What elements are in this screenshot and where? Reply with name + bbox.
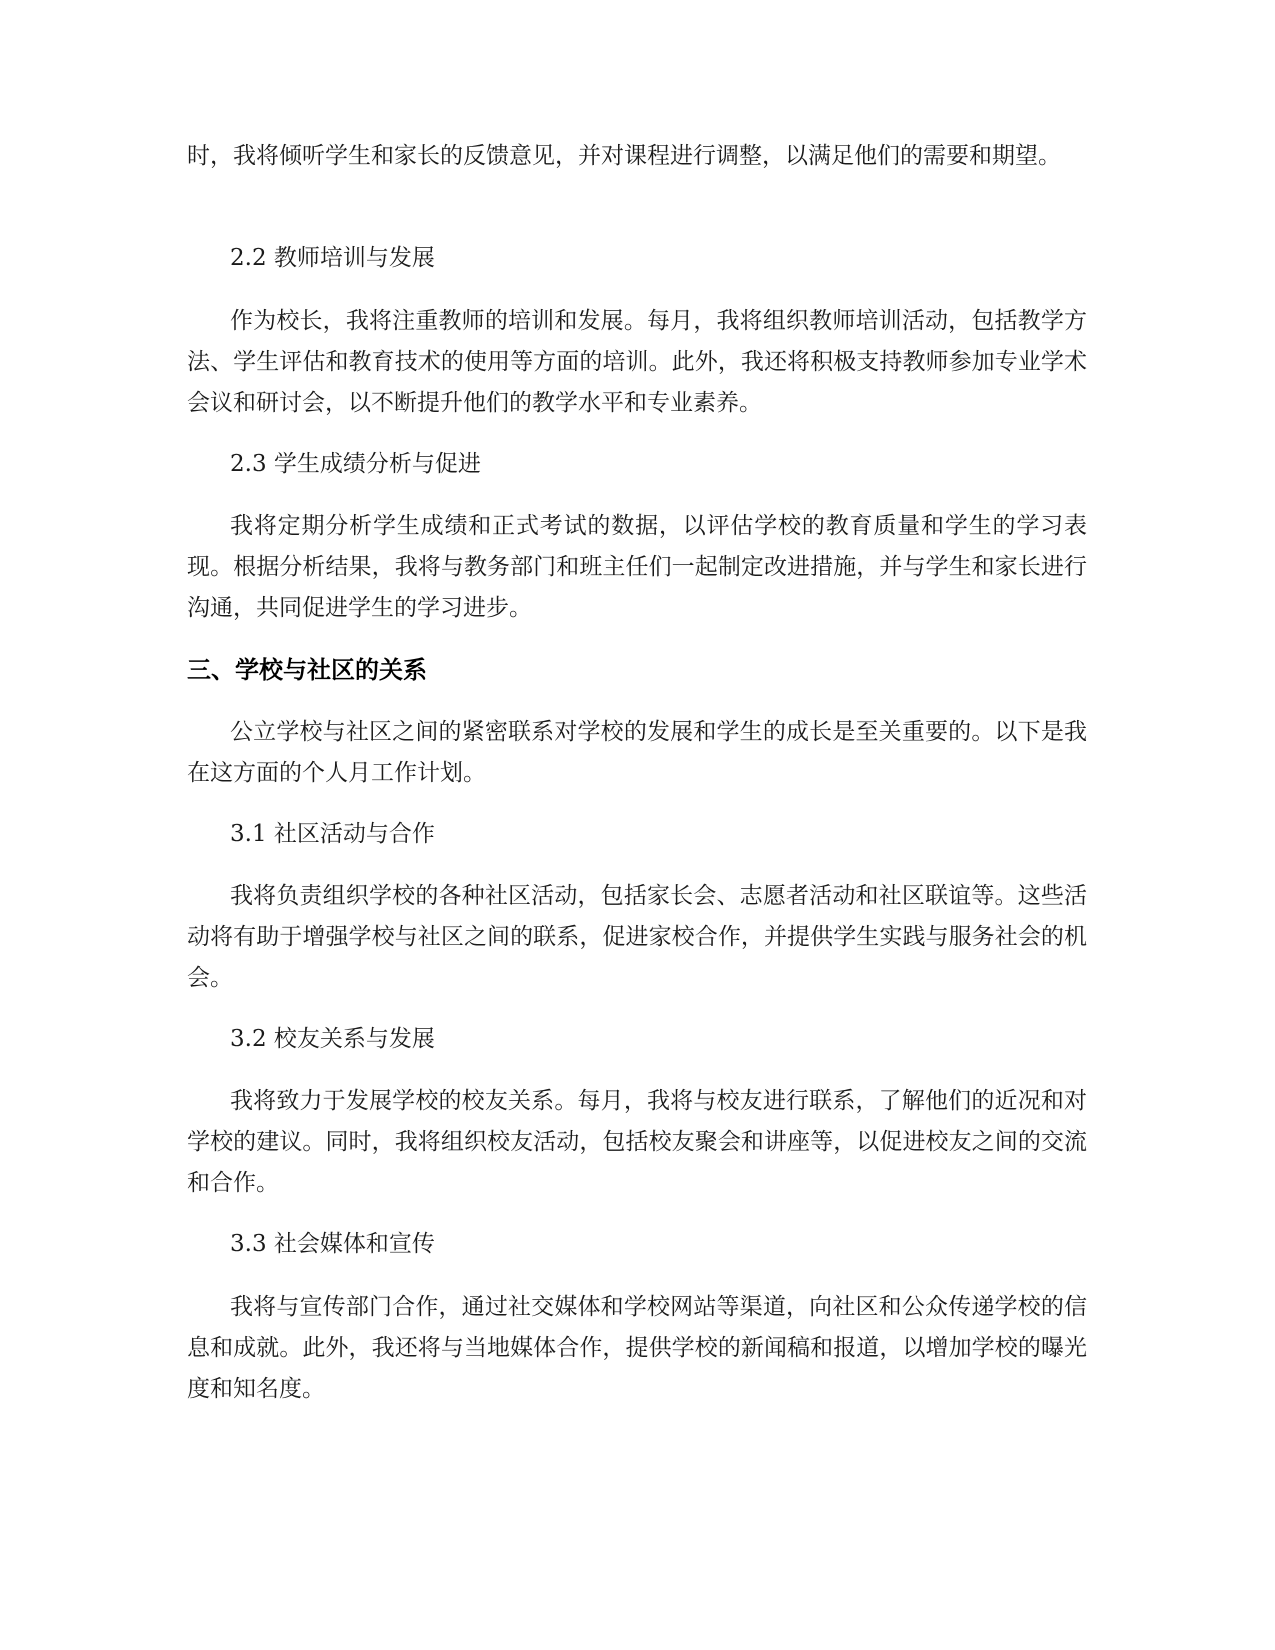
section-2-3-body: 我将定期分析学生成绩和正式考试的数据，以评估学校的教育质量和学生的学习表现。根据分析结果，我将与教务部门和班主任们一起制定改进措施，并与学生和家长进行沟通，共同促进学生的学习进步。 [187, 513, 1087, 621]
section-2-3-title: 2.3 学生成绩分析与促进 [230, 451, 481, 477]
section-2-2-title: 2.2 教师培训与发展 [230, 245, 435, 271]
section-3-2-title: 3.2 校友关系与发展 [230, 1026, 435, 1052]
paragraph-continuation: 时，我将倾听学生和家长的反馈意见，并对课程进行调整，以满足他们的需要和期望。 [187, 143, 1061, 169]
section-3-intro: 公立学校与社区之间的紧密联系对学校的发展和学生的成长是至关重要的。以下是我在这方面的个人月工作计划。 [187, 719, 1087, 786]
section-3-1-body: 我将负责组织学校的各种社区活动，包括家长会、志愿者活动和社区联谊等。这些活动将有助于增强学校与社区之间的联系，促进家校合作，并提供学生实践与服务社会的机会。 [187, 883, 1087, 991]
section-2-2-body: 作为校长，我将注重教师的培训和发展。每月，我将组织教师培训活动，包括教学方法、学生评估和教育技术的使用等方面的培训。此外，我还将积极支持教师参加专业学术会议和研讨会，以不断提升他们的教学水平和专业素养。 [187, 308, 1087, 416]
section-3-3-body: 我将与宣传部门合作，通过社交媒体和学校网站等渠道，向社区和公众传递学校的信息和成就。此外，我还将与当地媒体合作，提供学校的新闻稿和报道，以增加学校的曝光度和知名度。 [187, 1294, 1087, 1402]
section-3-2-body: 我将致力于发展学校的校友关系。每月，我将与校友进行联系，了解他们的近况和对学校的建议。同时，我将组织校友活动，包括校友聚会和讲座等，以促进校友之间的交流和合作。 [187, 1088, 1087, 1196]
section-3-3-title: 3.3 社会媒体和宣传 [230, 1231, 435, 1257]
section-3-heading: 三、学校与社区的关系 [187, 656, 427, 684]
section-3-1-title: 3.1 社区活动与合作 [230, 821, 435, 847]
